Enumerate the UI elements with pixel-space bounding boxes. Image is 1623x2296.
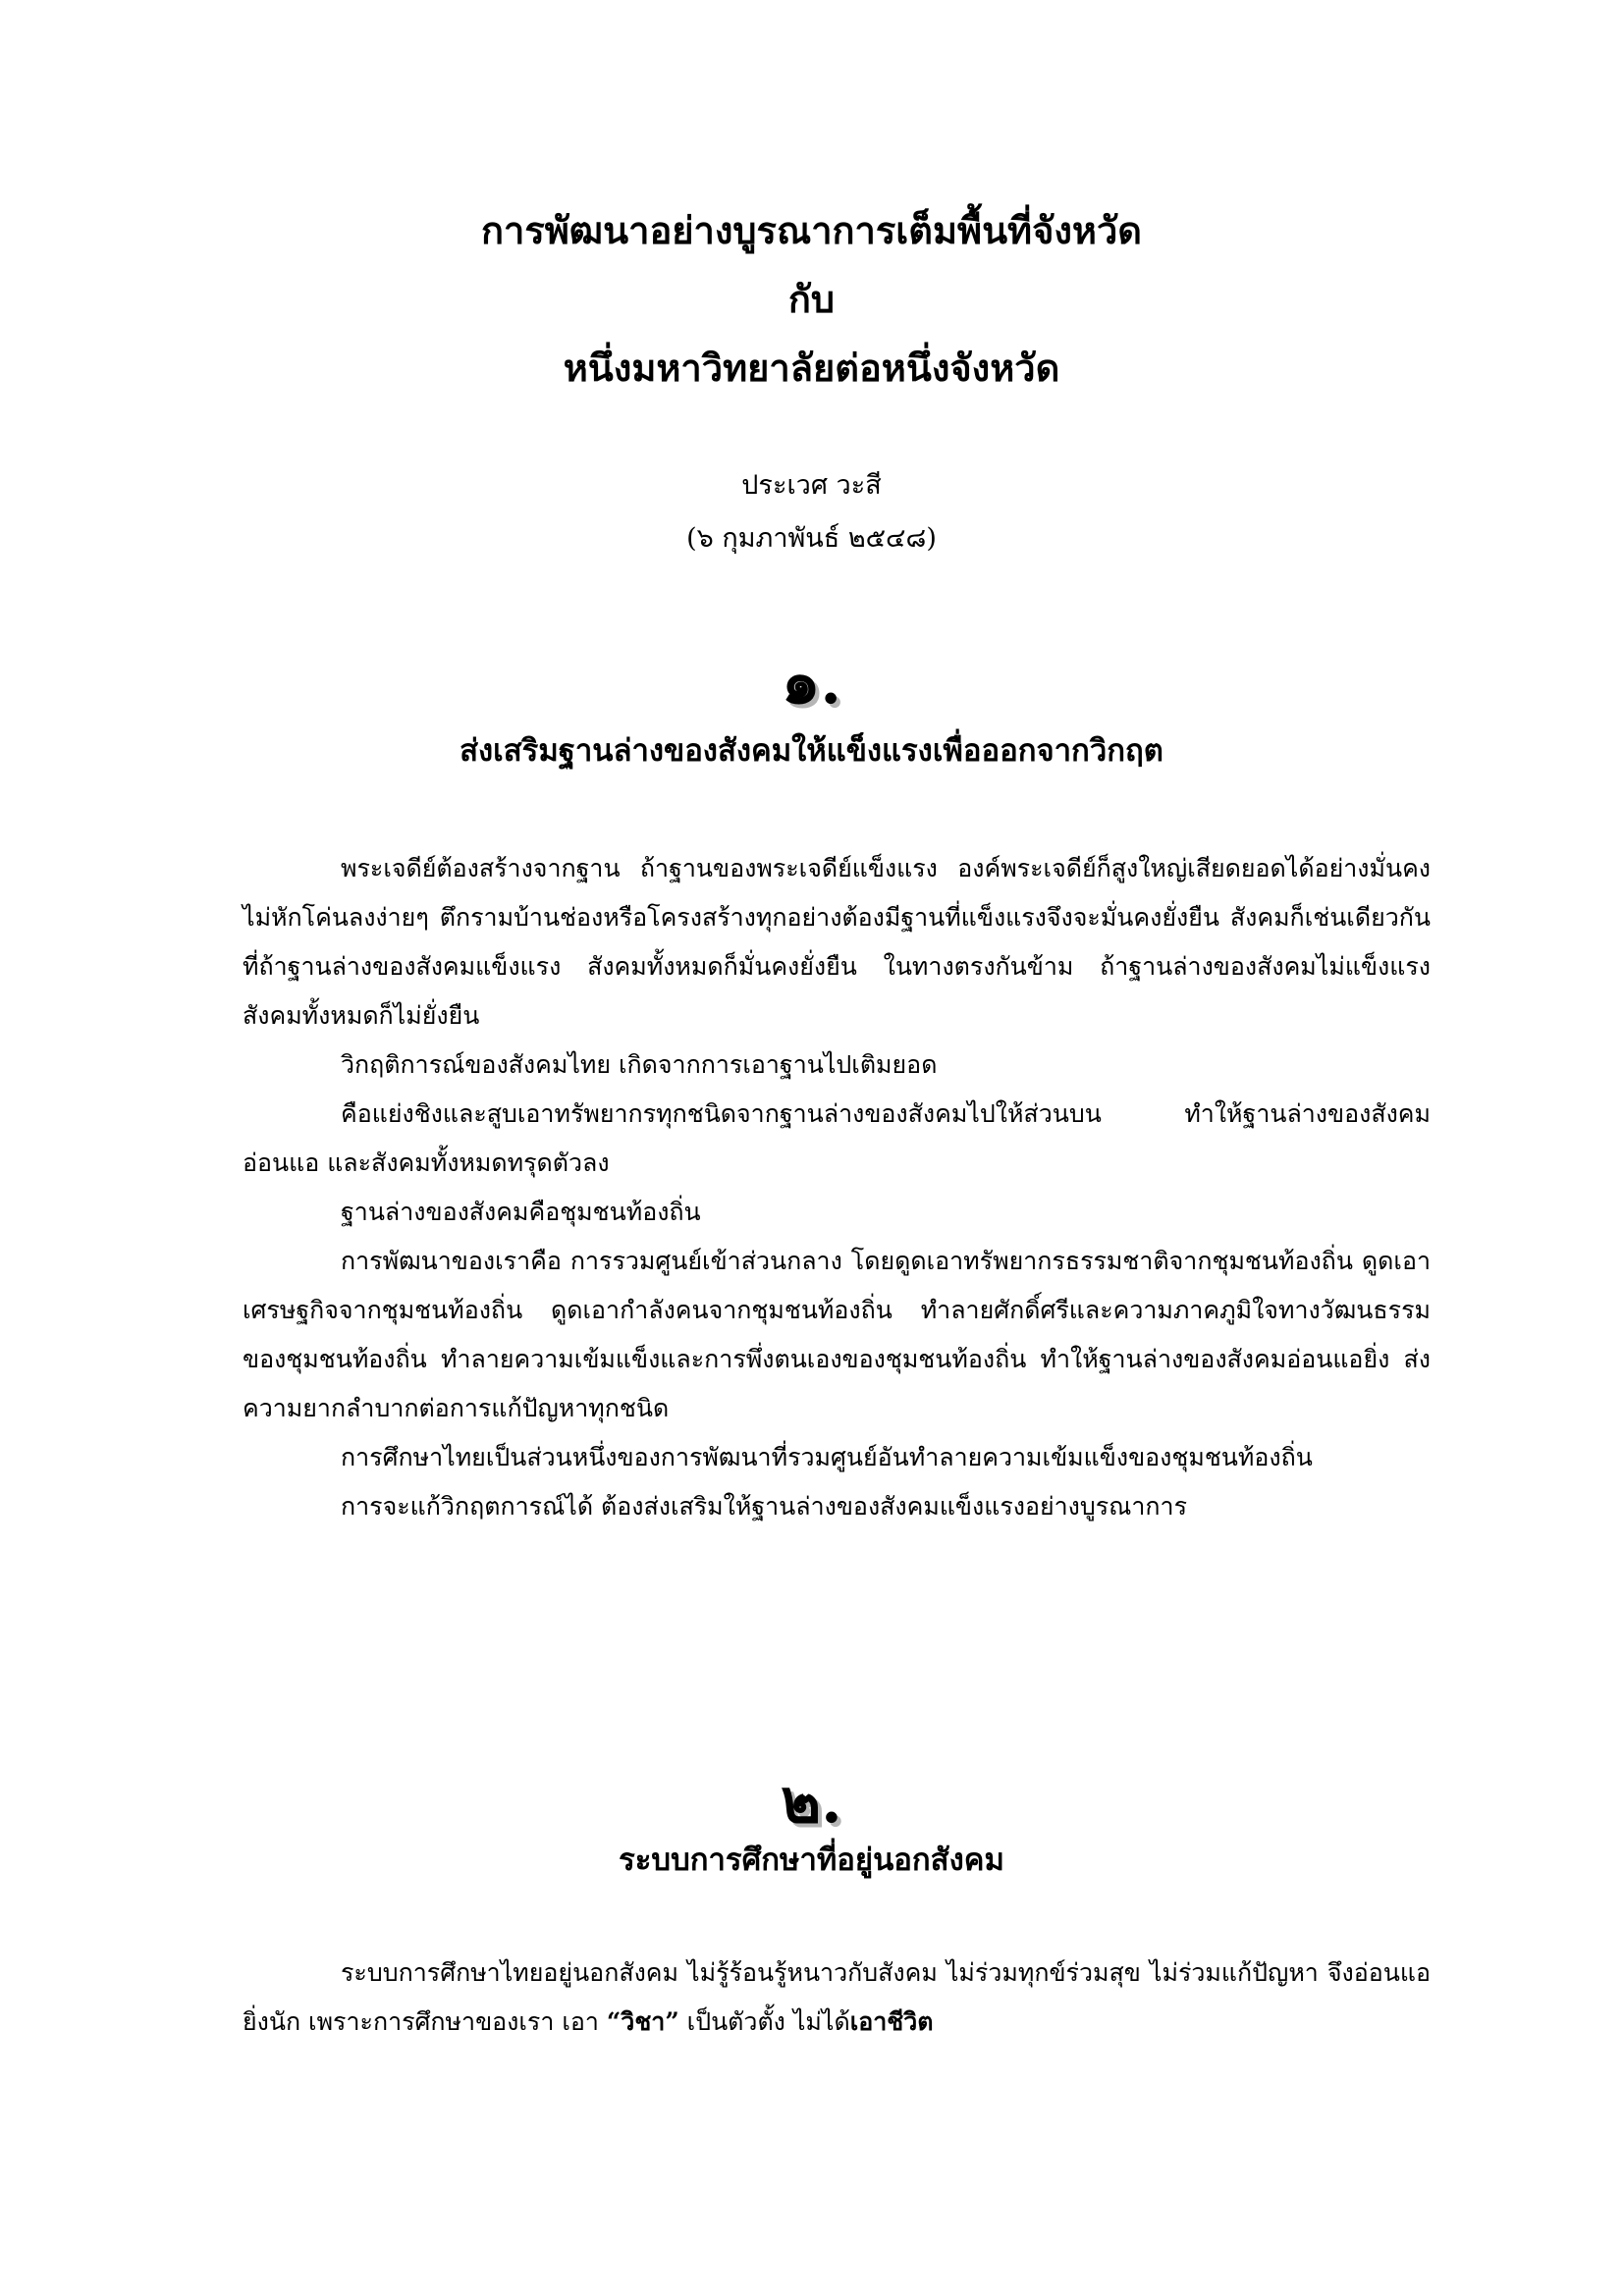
section-1-body — [243, 844, 1431, 1531]
paragraph: การพัฒนาของเราคือ การรวมศูนย์เข้าส่วนกลาง โดยดูดเอาทรัพยากรธรรมชาติจากชุมชนท้องถิ่น ดูดเอาเศรษฐกิจจากชุมชนท้องถิ่น ดูดเอากำลังคนจากชุมชนท้องถิ่น ทำลายศักดิ์ศรีและความภาคภูมิใจทางวัฒนธรรมของชุมชนท้องถิ่น ทำลายความเข้มแข็งและการพึ่งตนเองของชุมชนท้องถิ่น ทำให้ฐานล่างของสังคมอ่อนแอยิ่ง ส่งความยากลำบากต่อการแก้ปัญหาทุกชนิด — [243, 1247, 1431, 1422]
section-2-heading: ระบบการศึกษาที่อยู่นอกสังคม — [619, 1842, 1004, 1878]
paragraph-text: ระบบการศึกษาไทยอยู่นอกสังคม ไม่รู้ร้อนรู้หนาวกับสังคม ไม่ร่วมทุกข์ร่วมสุข ไม่ร่วมแก้ปัญหา จึงอ่อนแอยิ่งนัก เพราะการศึกษาของเรา เอา — [243, 1958, 1431, 2036]
author-name: ประเวศ วะสี — [741, 470, 882, 501]
paragraph: การศึกษาไทยเป็นส่วนหนึ่งของการพัฒนาที่รวมศูนย์อันทำลายความเข้มแข็งของชุมชนท้องถิ่น — [341, 1443, 1313, 1471]
paragraph: คือแย่งชิงและสูบเอาทรัพยากรทุกชนิดจากฐานล่างของสังคมไปให้ส่วนบน ทำให้ฐานล่างของสังคมอ่อนแอ และสังคมทั้งหมดทรุดตัวลง — [243, 1099, 1431, 1177]
document-title — [0, 196, 1623, 402]
author-block — [0, 459, 1623, 565]
paragraph — [243, 1949, 1431, 2047]
quoted-term: “วิชา” — [606, 2007, 679, 2036]
title-line-3: หนึ่งมหาวิทยาลัยต่อหนึ่งจังหวัด — [563, 346, 1060, 390]
title-line-2: กับ — [787, 277, 836, 321]
section-2-body — [243, 1949, 1431, 2047]
title-line-1: การพัฒนาอย่างบูรณาการเต็มพื้นที่จังหวัด — [481, 208, 1142, 252]
section-2-number: ๒. — [781, 1765, 842, 1837]
document-date: (๖ กุมภาพันธ์ ๒๕๔๘) — [686, 523, 937, 554]
section-1-number: ๑. — [782, 646, 841, 718]
paragraph: ฐานล่างของสังคมคือชุมชนท้องถิ่น — [341, 1198, 701, 1226]
paragraph: วิกฤติการณ์ของสังคมไทย เกิดจากการเอาฐานไปเติมยอด — [341, 1050, 938, 1079]
paragraph: การจะแก้วิกฤตการณ์ได้ ต้องส่งเสริมให้ฐานล่างของสังคมแข็งแรงอย่างบูรณาการ — [341, 1492, 1188, 1521]
emphasized-term: เอาชีวิต — [849, 2007, 934, 2036]
section-1-heading: ส่งเสริมฐานล่างของสังคมให้แข็งแรงเพื่อออกจากวิกฤต — [460, 733, 1163, 769]
paragraph-text: เป็นตัวตั้ง ไม่ได้ — [678, 2007, 850, 2036]
paragraph: พระเจดีย์ต้องสร้างจากฐาน ถ้าฐานของพระเจดีย์แข็งแรง องค์พระเจดีย์ก็สูงใหญ่เสียดยอดได้อย่างมั่นคง ไม่หักโค่นลงง่ายๆ ตึกรามบ้านช่องหรือโครงสร้างทุกอย่างต้องมีฐานที่แข็งแรงจึงจะมั่นคงยั่งยืน สังคมก็เช่นเดียวกัน ที่ถ้าฐานล่างของสังคมแข็งแรง สังคมทั้งหมดก็มั่นคงยั่งยืน ในทางตรงกันข้าม ถ้าฐานล่างของสังคมไม่แข็งแรง สังคมทั้งหมดก็ไม่ยั่งยืน — [243, 854, 1431, 1030]
